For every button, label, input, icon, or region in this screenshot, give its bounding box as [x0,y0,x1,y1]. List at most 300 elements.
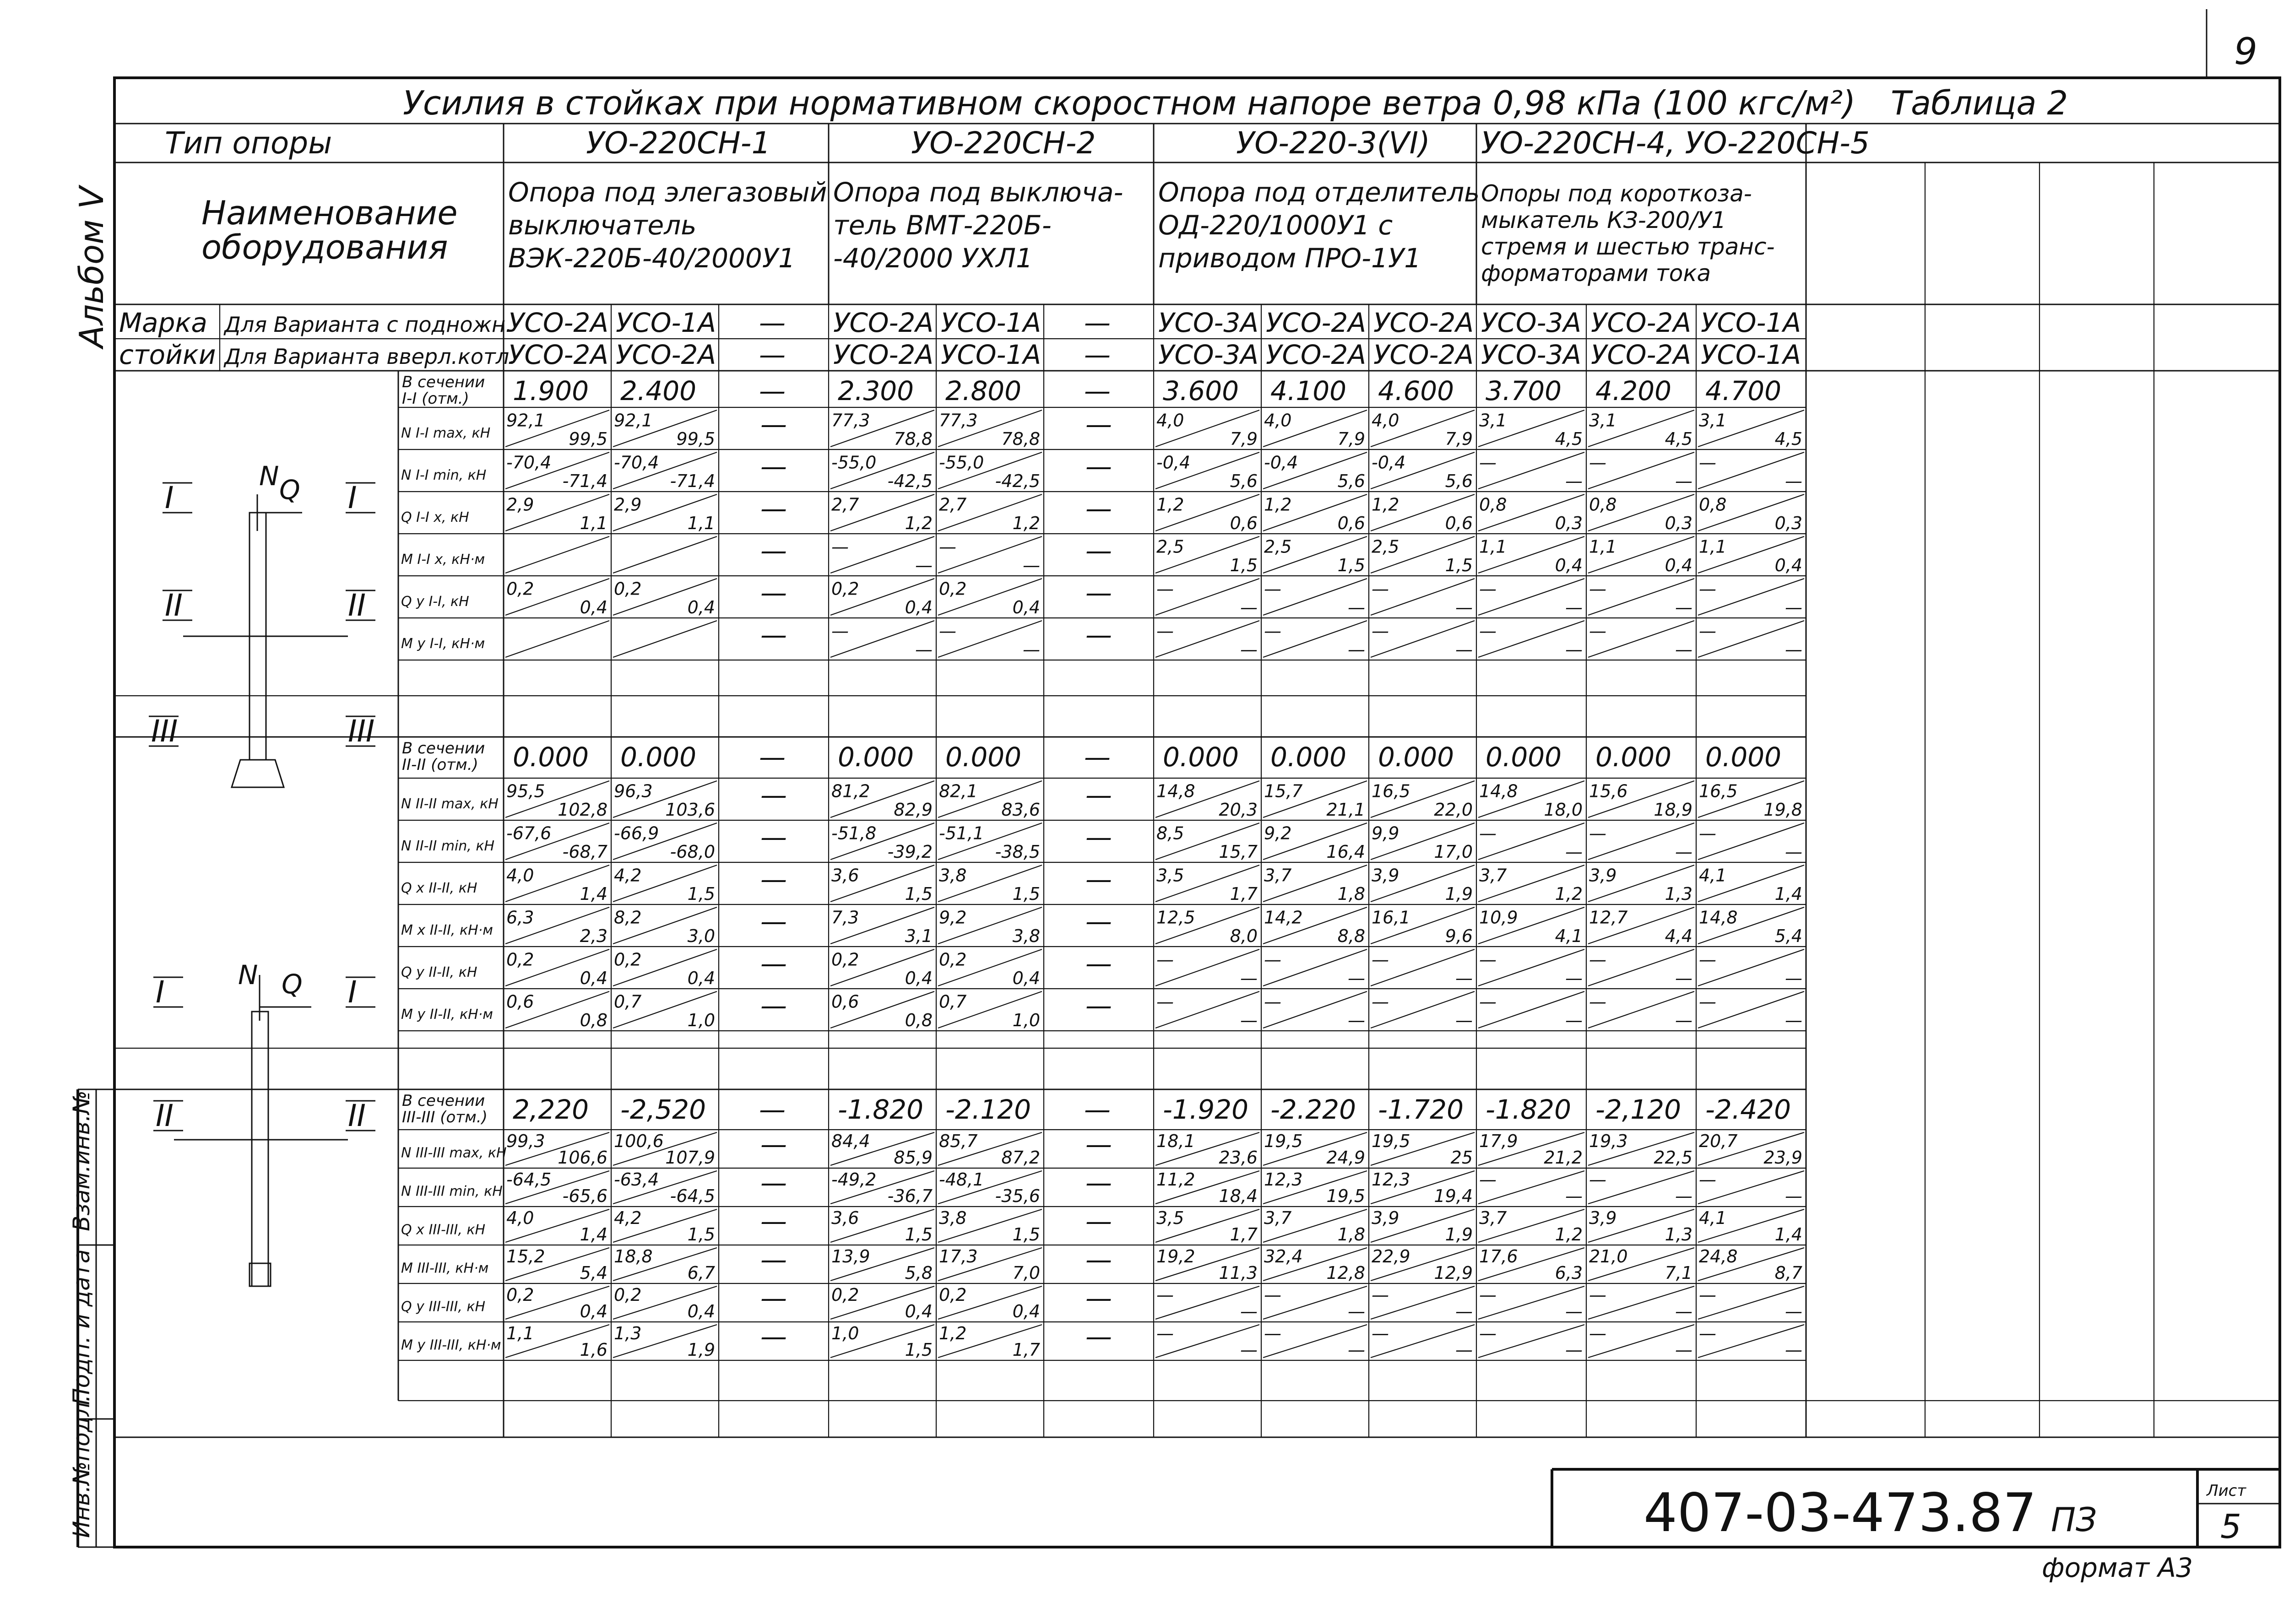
cell-0-3-4-bot: — [1023,555,1040,575]
album-label: Альбом V [72,186,111,348]
cell-1-3-7-top: 14,2 [1264,907,1303,928]
cell-2-5-3-top: 1,0 [831,1323,859,1343]
row-label-0-5: M y I-I, кН·м [401,636,485,652]
side-stamps [68,1090,95,1538]
cell-2-3-9-bot: 6,3 [1555,1263,1583,1283]
elev-2-3: -1.820 [838,1094,923,1125]
row-label-2-2: Q x III-III, кН [401,1222,486,1238]
group-type-1: УО-220СН-1 [586,125,771,161]
mark-row1-7: УСО-2А [1266,307,1367,338]
cell-2-0-11-bot: 23,9 [1763,1148,1802,1168]
cell-0-5-10-top: — [1589,621,1606,641]
cell-1-2-6-top: 3,5 [1156,865,1184,886]
mark-row1-2: — [759,307,786,338]
cell-0-1-7-bot: 5,6 [1337,471,1365,491]
cell-0-1-8-top: -0,4 [1372,452,1406,473]
cell-1-1-8-bot: 17,0 [1434,842,1473,862]
cell-2-4-5: — [1085,1283,1112,1314]
cell-1-3-1-top: 8,2 [614,907,642,928]
cell-0-5-3-bot: — [915,639,933,660]
mark-row2-6: УСО-3А [1158,339,1259,370]
cell-2-1-0-bot: -65,6 [562,1186,608,1206]
cell-0-3-8-top: 2,5 [1372,536,1399,557]
cell-1-4-3-bot: 0,4 [905,968,933,988]
cell-1-4-2: — [760,948,787,980]
cell-0-0-7-bot: 7,9 [1337,429,1365,449]
cell-0-1-9-bot: — [1565,471,1583,491]
elev-2-2: — [759,1094,786,1125]
cell-1-5-11-bot: — [1785,1010,1802,1030]
cell-0-2-3-top: 2,7 [831,494,859,515]
document-code: 407-03-473.87 [1644,1482,2037,1544]
cell-2-2-3-top: 3,6 [831,1207,859,1228]
row-label-0-3: M I-I x, кН·м [401,552,485,568]
elev-0-11: 4.700 [1705,375,1782,406]
cell-0-3-9-top: 1,1 [1479,536,1507,557]
cell-1-0-5: — [1085,780,1112,811]
cell-0-1-4-top: -55,0 [939,452,984,473]
cell-0-1-3-bot: -42,5 [887,471,933,491]
cell-1-3-3-bot: 3,1 [905,926,933,946]
cell-0-2-0-top: 2,9 [506,494,534,515]
cell-0-5-8-top: — [1372,621,1389,641]
cell-2-4-3-top: 0,2 [831,1284,859,1305]
cell-1-0-3-bot: 82,9 [894,800,933,820]
sketch-upper-label-4: III [151,714,178,749]
cell-1-1-4-bot: -38,5 [995,842,1040,862]
cell-1-3-6-bot: 8,0 [1230,926,1258,946]
cell-0-2-9-bot: 0,3 [1555,513,1583,533]
elev-2-4: -2.120 [945,1094,1031,1125]
elev-2-11: -2.420 [1705,1094,1791,1125]
cell-2-1-7-top: 12,3 [1264,1169,1303,1190]
cell-1-5-4-bot: 1,0 [1012,1010,1040,1030]
group-equipment-3-2: ОД-220/1000У1 с [1158,210,1393,241]
cell-0-1-6-top: -0,4 [1156,452,1191,473]
cell-0-4-3-top: 0,2 [831,579,859,599]
header-mark-2: стойки [119,339,216,370]
cell-1-2-1-bot: 1,5 [687,884,715,904]
cell-1-4-6-bot: — [1240,968,1258,988]
cell-1-5-4-top: 0,7 [939,991,967,1012]
cell-2-1-4-bot: -35,6 [995,1186,1040,1206]
cell-2-3-10-top: 21,0 [1589,1246,1628,1267]
cell-1-2-10-top: 3,9 [1589,865,1617,886]
cell-2-0-6-top: 18,1 [1156,1131,1195,1151]
cell-2-3-0-bot: 5,4 [580,1263,608,1283]
cell-0-4-0-bot: 0,4 [580,597,608,617]
cell-0-4-9-bot: — [1565,597,1583,617]
cell-0-4-11-bot: — [1785,597,1802,617]
cell-1-3-1-bot: 3,0 [687,926,715,946]
sketch-lower-label-2: II [156,1098,174,1133]
cell-0-1-11-bot: — [1785,471,1802,491]
cell-0-3-3-top: — [831,536,849,557]
cell-1-5-3-top: 0,6 [831,991,859,1012]
cell-1-2-5: — [1085,864,1112,895]
row-label-1-5: M y II-II, кН·м [401,1007,493,1023]
cell-0-3-10-bot: 0,4 [1665,555,1692,575]
elev-0-4: 2.800 [945,375,1022,406]
cell-2-4-9-bot: — [1565,1301,1583,1321]
cell-1-2-4-top: 3,8 [939,865,967,886]
cell-0-5-11-top: — [1699,621,1716,641]
sketch-upper-force-q: Q [279,474,300,505]
cell-0-2-8-bot: 0,6 [1445,513,1473,533]
cell-0-3-6-bot: 1,5 [1230,555,1258,575]
cell-1-1-5: — [1085,822,1112,853]
cell-0-5-6-top: — [1156,621,1174,641]
cell-1-3-4-top: 9,2 [939,907,967,928]
cell-0-0-1-top: 92,1 [614,410,653,431]
cell-2-3-8-bot: 12,9 [1434,1263,1473,1283]
cell-0-4-2: — [760,577,787,609]
cell-2-1-7-bot: 19,5 [1326,1186,1365,1206]
cell-0-5-3-top: — [831,621,849,641]
cell-2-0-3-bot: 85,9 [894,1148,933,1168]
mark-row1-0: УСО-2А [508,307,609,338]
cell-1-4-0-bot: 0,4 [580,968,608,988]
sketch-upper-label-2: II [165,588,183,623]
cell-1-4-8-bot: — [1455,968,1473,988]
cell-1-1-2: — [760,822,787,853]
cell-0-4-1-top: 0,2 [614,579,642,599]
cell-2-5-9-top: — [1479,1323,1497,1343]
cell-2-0-7-bot: 24,9 [1326,1148,1365,1168]
cell-1-2-1-top: 4,2 [614,865,642,886]
cell-0-2-11-top: 0,8 [1699,494,1727,515]
elev-1-9: 0.000 [1486,742,1562,773]
cell-1-2-10-bot: 1,3 [1665,884,1692,904]
mark-row1-3: УСО-2А [833,307,934,338]
cell-1-5-0-bot: 0,8 [580,1010,608,1030]
cell-0-2-4-bot: 1,2 [1012,513,1040,533]
cell-1-1-9-bot: — [1565,842,1583,862]
sketch-upper-label-5: III [348,714,375,749]
cell-2-3-9-top: 17,6 [1479,1246,1518,1267]
cell-1-1-6-top: 8,5 [1156,823,1184,844]
cell-2-1-1-bot: -64,5 [670,1186,715,1206]
cell-1-0-7-bot: 21,1 [1326,800,1365,820]
row-label-2-0: N III-III max, кН [401,1145,507,1161]
cell-2-4-4-top: 0,2 [939,1284,967,1305]
cell-2-5-11-top: — [1699,1323,1716,1343]
cell-2-3-8-top: 22,9 [1372,1246,1410,1267]
table-cells [119,125,1870,1360]
cell-1-1-4-top: -51,1 [939,823,984,844]
cell-1-3-8-bot: 9,6 [1445,926,1473,946]
side-stamp-2: Инв.№подл. [68,1394,95,1538]
cell-2-1-0-top: -64,5 [506,1169,552,1190]
cell-2-0-9-bot: 21,2 [1544,1148,1583,1168]
cell-1-3-2: — [760,906,787,937]
mark-row2-2: — [759,339,786,370]
cell-2-3-1-top: 18,8 [614,1246,653,1267]
cell-1-2-2: — [760,864,787,895]
cell-0-1-7-top: -0,4 [1264,452,1298,473]
cell-1-0-0-top: 95,5 [506,781,545,801]
cell-1-5-9-top: — [1479,991,1497,1012]
cell-1-1-8-top: 9,9 [1372,823,1399,844]
cell-2-0-8-bot: 25 [1450,1148,1473,1168]
cell-0-2-6-bot: 0,6 [1230,513,1258,533]
cell-2-3-7-bot: 12,8 [1326,1263,1365,1283]
cell-0-5-2: — [760,619,787,651]
cell-2-2-11-bot: 1,4 [1774,1224,1802,1245]
cell-0-2-7-bot: 0,6 [1337,513,1365,533]
cell-0-1-4-bot: -42,5 [995,471,1040,491]
cell-0-0-1-bot: 99,5 [676,429,715,449]
cell-1-0-0-bot: 102,8 [558,800,608,820]
cell-0-4-4-top: 0,2 [939,579,967,599]
cell-2-3-6-top: 19,2 [1156,1246,1195,1267]
cell-2-3-2: — [760,1244,787,1276]
cell-2-0-7-top: 19,5 [1264,1131,1303,1151]
elev-0-2: — [759,375,786,406]
cell-0-1-8-bot: 5,6 [1445,471,1473,491]
table-label: Таблица 2 [1891,84,2068,122]
cell-2-4-6-top: — [1156,1284,1174,1305]
cell-2-2-5: — [1085,1206,1112,1237]
cell-2-3-1-bot: 6,7 [687,1263,715,1283]
cell-1-3-11-top: 14,8 [1699,907,1738,928]
mark-row1-1: УСО-1А [616,307,716,338]
cell-0-4-8-bot: — [1455,597,1473,617]
cell-0-2-4-top: 2,7 [939,494,967,515]
cell-1-5-7-top: — [1264,991,1281,1012]
cell-0-4-10-top: — [1589,579,1606,599]
row-label-0-2: Q I-I x, кН [401,509,469,526]
cell-2-4-7-bot: — [1348,1301,1365,1321]
cell-0-2-1-bot: 1,1 [687,513,715,533]
elev-1-4: 0.000 [945,742,1022,773]
cell-2-3-10-bot: 7,1 [1665,1263,1692,1283]
cell-1-1-11-bot: — [1785,842,1802,862]
sketch-upper-label-1: I [348,480,357,515]
cell-2-0-11-top: 20,7 [1699,1131,1738,1151]
cell-0-5-4-top: — [939,621,956,641]
cell-1-1-9-top: — [1479,823,1497,844]
cell-0-0-4-bot: 78,8 [1001,429,1040,449]
cell-1-5-9-bot: — [1565,1010,1583,1030]
sketch-lower-label-0: I [156,974,165,1010]
group-equipment-1-3: ВЭК-220Б-40/2000У1 [508,243,796,274]
cell-0-2-10-top: 0,8 [1589,494,1617,515]
cell-2-4-1-top: 0,2 [614,1284,642,1305]
cell-1-0-4-bot: 83,6 [1001,800,1040,820]
cell-1-5-0-top: 0,6 [506,991,534,1012]
cell-2-3-3-bot: 5,8 [905,1263,933,1283]
cell-1-3-10-top: 12,7 [1589,907,1628,928]
cell-0-0-10-bot: 4,5 [1665,429,1692,449]
cell-0-0-6-bot: 7,9 [1230,429,1258,449]
cell-2-2-9-top: 3,7 [1479,1207,1507,1228]
cell-1-2-11-bot: 1,4 [1774,884,1802,904]
cell-0-5-8-bot: — [1455,639,1473,660]
group-equipment-2-1: Опора под выключа- [833,177,1123,208]
cell-1-4-11-bot: — [1785,968,1802,988]
cell-1-4-0-top: 0,2 [506,949,534,970]
cell-1-0-6-top: 14,8 [1156,781,1195,801]
cell-0-1-0-top: -70,4 [506,452,552,473]
cell-1-4-11-top: — [1699,949,1716,970]
elev-0-8: 4.600 [1378,375,1454,406]
cell-0-0-8-top: 4,0 [1372,410,1399,431]
elev-0-3: 2.300 [838,375,914,406]
cell-2-5-2: — [760,1321,787,1353]
group-equipment-3-3: приводом ПРО-1У1 [1158,243,1421,274]
cell-1-5-10-bot: — [1675,1010,1692,1030]
cell-0-5-10-bot: — [1675,639,1692,660]
cell-1-1-1-top: -66,9 [614,823,659,844]
group-equipment-4-2: мыкатель КЗ-200/У1 [1481,207,1726,233]
cell-2-3-4-top: 17,3 [939,1246,978,1267]
page-number: 9 [2234,30,2257,73]
cell-1-0-11-top: 16,5 [1699,781,1738,801]
cell-1-3-9-top: 10,9 [1479,907,1518,928]
header-equipment-2: оборудования [201,228,448,266]
cell-0-4-8-top: — [1372,579,1389,599]
cell-1-0-1-bot: 103,6 [665,800,715,820]
page-number-box [2207,9,2280,78]
cell-1-1-3-top: -51,8 [831,823,877,844]
cell-0-0-3-bot: 78,8 [894,429,933,449]
cell-1-3-11-bot: 5,4 [1774,926,1802,946]
cell-2-3-5: — [1085,1244,1112,1276]
elev-2-6: -1.920 [1163,1094,1248,1125]
cell-2-2-2: — [760,1206,787,1237]
mark-row2-5: — [1084,339,1111,370]
cell-0-3-6-top: 2,5 [1156,536,1184,557]
cell-2-1-2: — [760,1167,787,1199]
elev-0-1: 2.400 [620,375,697,406]
cell-0-1-10-bot: — [1675,471,1692,491]
elev-0-5: — [1084,375,1111,406]
cell-2-1-11-bot: — [1785,1186,1802,1206]
cell-2-1-4-top: -48,1 [939,1169,984,1190]
cell-0-3-2: — [760,535,787,567]
row-label-2-3: M III-III, кН·м [401,1260,489,1277]
group-type-4: УО-220СН-4, УО-220СН-5 [1481,125,1870,161]
cell-2-1-10-bot: — [1675,1186,1692,1206]
cell-2-2-10-bot: 1,3 [1665,1224,1692,1245]
cell-1-3-7-bot: 8,8 [1337,926,1365,946]
cell-2-3-11-bot: 8,7 [1774,1263,1802,1283]
cell-1-4-9-top: — [1479,949,1497,970]
cell-2-2-0-top: 4,0 [506,1207,534,1228]
cell-0-4-7-top: — [1264,579,1281,599]
cell-1-4-9-bot: — [1565,968,1583,988]
cell-2-2-4-bot: 1,5 [1012,1224,1040,1245]
cell-1-3-3-top: 7,3 [831,907,859,928]
elev-1-1: 0.000 [620,742,697,773]
cell-1-2-7-bot: 1,8 [1337,884,1365,904]
cell-2-4-9-top: — [1479,1284,1497,1305]
cell-2-2-8-bot: 1,9 [1445,1224,1473,1245]
cell-1-0-3-top: 81,2 [831,781,870,801]
elev-0-6: 3.600 [1163,375,1239,406]
row-label-2-5: M y III-III, кН·м [401,1337,501,1353]
cell-0-0-6-top: 4,0 [1156,410,1184,431]
cell-1-0-10-top: 15,6 [1589,781,1628,801]
cell-0-4-3-bot: 0,4 [905,597,933,617]
cell-1-4-3-top: 0,2 [831,949,859,970]
cell-2-1-11-top: — [1699,1169,1716,1190]
mark-row2-8: УСО-2А [1373,339,1474,370]
cell-1-2-11-top: 4,1 [1699,865,1727,886]
cell-0-3-7-top: 2,5 [1264,536,1292,557]
cell-0-0-5: — [1085,409,1112,440]
cell-1-4-7-top: — [1264,949,1281,970]
row-label-1-0: N II-II max, кН [401,796,499,812]
elev-0-9: 3.700 [1486,375,1562,406]
cell-0-5-6-bot: — [1240,639,1258,660]
cell-0-1-9-top: — [1479,452,1497,473]
cell-0-3-4-top: — [939,536,956,557]
row-label-0-0: N I-I max, кН [401,425,491,442]
cell-1-2-8-top: 3,9 [1372,865,1399,886]
cell-0-5-9-bot: — [1565,639,1583,660]
cell-0-4-7-bot: — [1348,597,1365,617]
group-equipment-4-4: форматорами тока [1481,260,1711,287]
cell-1-2-0-top: 4,0 [506,865,534,886]
group-type-3: УО-220-3(VI) [1236,125,1430,161]
cell-1-5-1-top: 0,7 [614,991,642,1012]
sheet-label: Лист [2207,1482,2246,1500]
cell-0-1-1-top: -70,4 [614,452,659,473]
side-stamp-0: Взам.инв.№ [68,1090,95,1231]
cell-0-0-0-top: 92,1 [506,410,545,431]
cell-1-0-2: — [760,780,787,811]
elev-0-0: 1.900 [513,375,589,406]
cell-2-1-3-bot: -36,7 [887,1186,933,1206]
mark-row1-4: УСО-1А [941,307,1041,338]
cell-2-5-7-top: — [1264,1323,1281,1343]
cell-1-1-1-bot: -68,0 [670,842,715,862]
cell-2-4-10-top: — [1589,1284,1606,1305]
cell-2-4-10-bot: — [1675,1301,1692,1321]
cell-1-3-0-bot: 2,3 [580,926,608,946]
cell-0-3-5: — [1085,535,1112,567]
cell-1-3-10-bot: 4,4 [1665,926,1692,946]
cell-0-3-7-bot: 1,5 [1337,555,1365,575]
cell-1-5-5: — [1085,990,1112,1022]
cell-2-4-2: — [760,1283,787,1314]
elev-2-5: — [1084,1094,1111,1125]
header-variant-2: Для Варианта вверл.котл. [224,344,516,369]
cell-0-1-5: — [1085,451,1112,482]
cell-2-5-8-bot: — [1455,1340,1473,1360]
cell-0-1-1-bot: -71,4 [670,471,715,491]
mark-row2-0: УСО-2А [508,339,609,370]
cell-0-4-6-top: — [1156,579,1174,599]
cell-1-2-3-bot: 1,5 [905,884,933,904]
cell-1-4-8-top: — [1372,949,1389,970]
elev-2-0: 2,220 [513,1094,589,1125]
cell-0-1-2: — [760,451,787,482]
cell-0-5-4-bot: — [1023,639,1040,660]
cell-2-2-6-bot: 1,7 [1230,1224,1258,1245]
format-label: формат А3 [2042,1552,2193,1583]
cell-2-1-9-top: — [1479,1169,1497,1190]
mark-row2-1: УСО-2А [616,339,716,370]
cell-0-4-9-top: — [1479,579,1497,599]
cell-1-5-3-bot: 0,8 [905,1010,933,1030]
cell-2-3-6-bot: 11,3 [1219,1263,1258,1283]
cell-1-0-8-bot: 22,0 [1434,800,1473,820]
cell-1-1-7-bot: 16,4 [1326,842,1365,862]
elev-2-10: -2,120 [1595,1094,1681,1125]
